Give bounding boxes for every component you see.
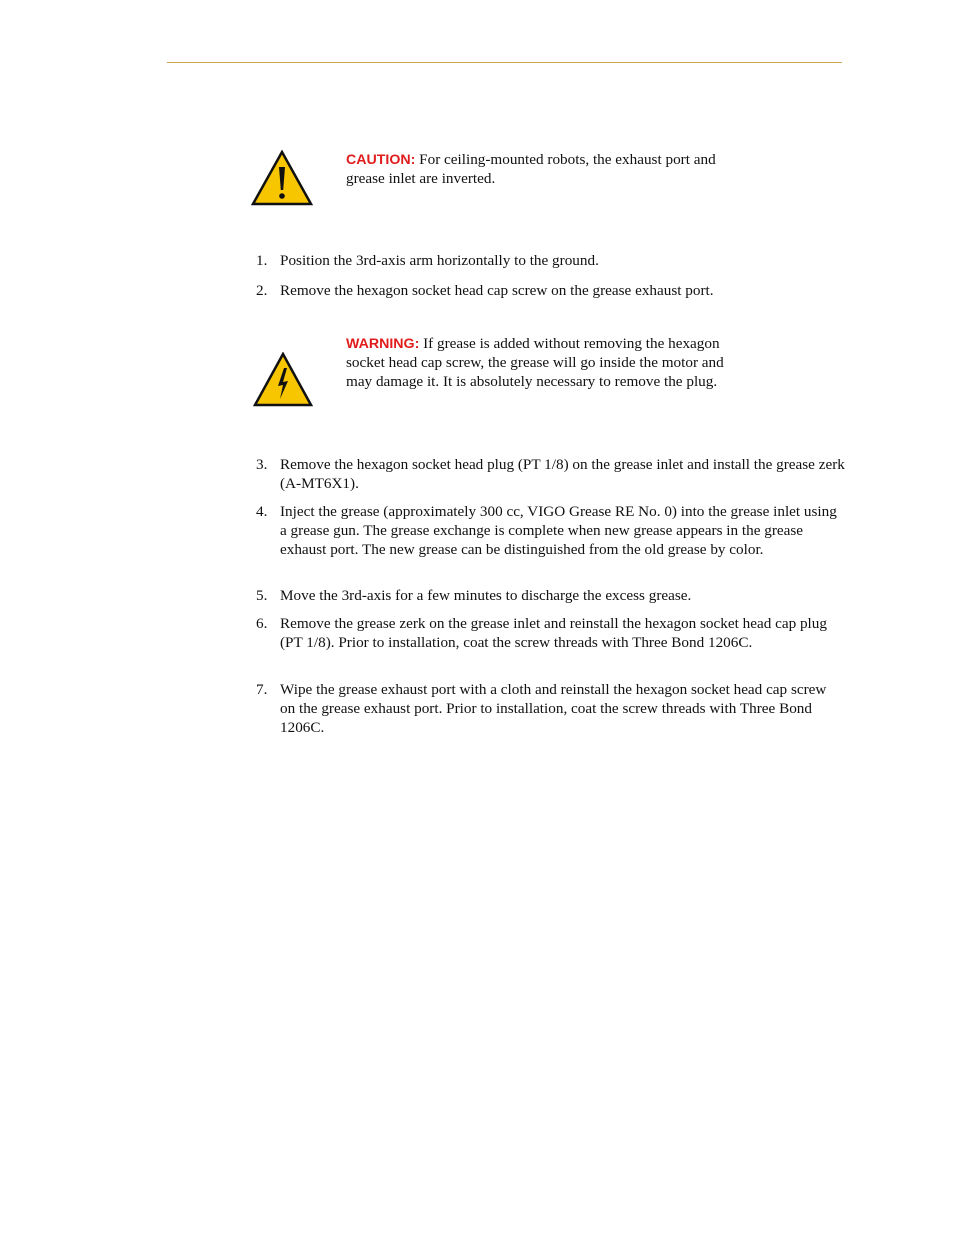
step-number: 3. — [256, 456, 268, 473]
step-text: Move the 3rd-axis for a few minutes to discharge the excess grease. — [280, 587, 692, 604]
step-number: 6. — [256, 615, 268, 632]
step-text: Position the 3rd-axis arm horizontally to the ground. — [280, 252, 599, 269]
step-text: Wipe the grease exhaust port with a cloth and reinstall the hexagon socket head cap screw on the grease exhaust port. Prior to installation, coat the screw threads with Three Bond 1206C. — [280, 681, 827, 736]
caution-text-block — [346, 151, 746, 189]
warning-text-block — [346, 335, 748, 391]
step-number: 5. — [256, 587, 268, 604]
caution-text: For ceiling-mounted robots, the exhaust port and grease inlet are inverted. — [346, 151, 716, 187]
step-number: 2. — [256, 282, 268, 299]
warning-label: WARNING: — [346, 336, 420, 352]
step-text: Remove the hexagon socket head plug (PT 1/8) on the grease inlet and install the grease zerk (A-MT6X1). — [280, 456, 845, 492]
step-number: 4. — [256, 503, 268, 520]
caution-label: CAUTION: — [346, 152, 416, 168]
step-text: Inject the grease (approximately 300 cc, VIGO Grease RE No. 0) into the grease inlet using a grease gun. The grease exchange is complete when new grease appears in the grease exhaust port. The new grease can be distinguished from the old grease by color. — [280, 503, 837, 558]
step-text: Remove the hexagon socket head cap screw on the grease exhaust port. — [280, 282, 714, 299]
step-number: 7. — [256, 681, 268, 698]
exclamation-warning-triangle-icon — [251, 150, 313, 206]
warning-text: If grease is added without removing the hexagon socket head cap screw, the grease will go inside the motor and may damage it. It is absolutely necessary to remove the plug. — [346, 335, 724, 390]
header-rule — [167, 62, 842, 63]
electrical-hazard-triangle-icon — [253, 352, 313, 407]
step-number: 1. — [256, 252, 268, 269]
step-text: Remove the grease zerk on the grease inlet and reinstall the hexagon socket head cap plug (PT 1/8). Prior to installation, coat the screw threads with Three Bond 1206C. — [280, 615, 827, 651]
